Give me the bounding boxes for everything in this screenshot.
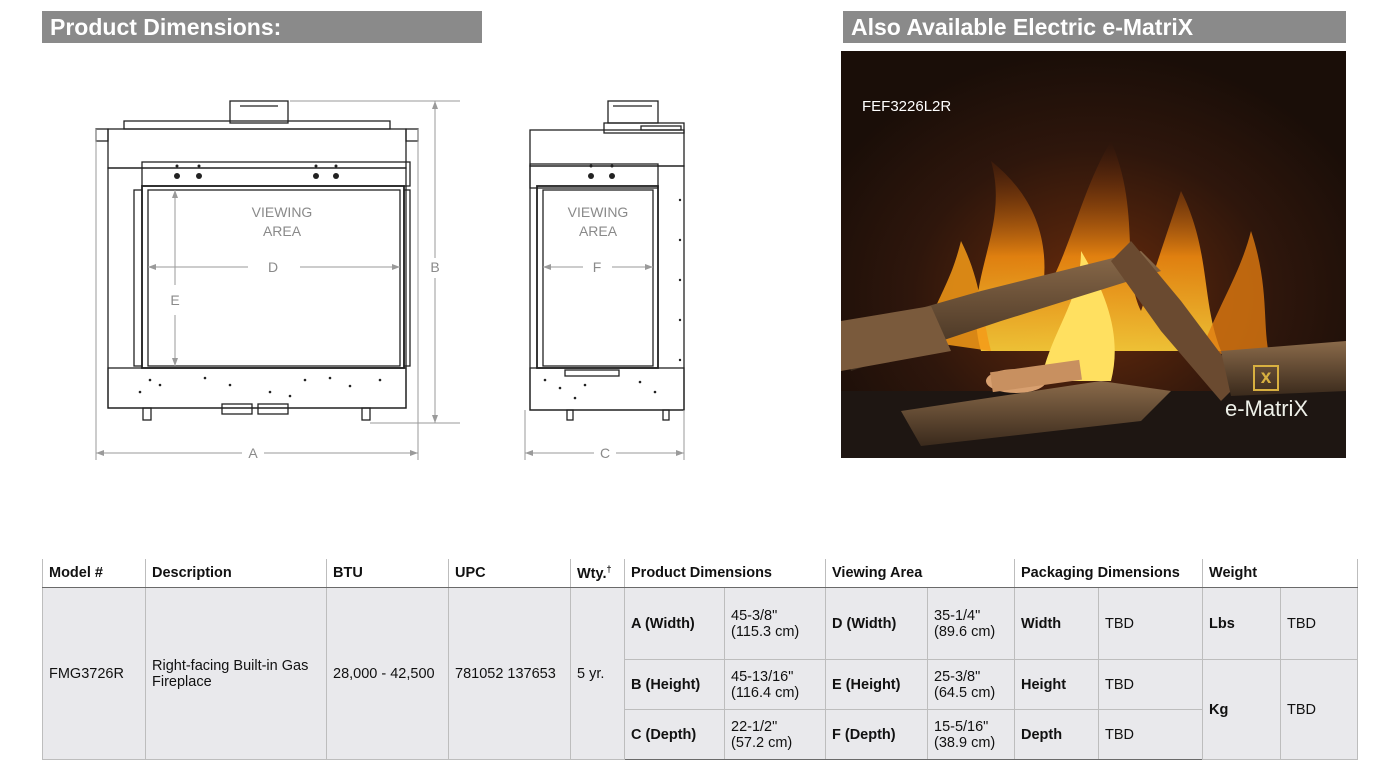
weight-value-kg: TBD	[1281, 660, 1358, 760]
weight-label-kg: Kg	[1203, 660, 1281, 760]
dimension-label-b: B	[430, 259, 440, 275]
dim-label-c: C (Depth)	[625, 710, 725, 760]
pack-label-width: Width	[1015, 588, 1099, 660]
dimension-drawing	[0, 0, 800, 480]
front-viewing-area-line1: VIEWING	[251, 204, 313, 220]
electric-fireplace-photo	[841, 51, 1346, 458]
pack-label-height: Height	[1015, 660, 1099, 710]
dim-value-a: 45-3/8" (115.3 cm)	[725, 588, 826, 660]
view-label-e: E (Height)	[826, 660, 928, 710]
spec-table	[42, 559, 1358, 760]
side-viewing-area-line2: AREA	[578, 223, 618, 239]
header-warranty: Wty.†	[571, 559, 625, 588]
cell-description: Right-facing Built-in Gas Fireplace	[146, 588, 327, 760]
view-label-f: F (Depth)	[826, 710, 928, 760]
electric-alternative-header: Also Available Electric e-MatriX	[843, 11, 1346, 43]
weight-value-lbs: TBD	[1281, 588, 1358, 660]
view-value-e: 25-3/8" (64.5 cm)	[928, 660, 1015, 710]
dim-label-a: A (Width)	[625, 588, 725, 660]
front-viewing-area-line2: AREA	[262, 223, 302, 239]
cell-btu: 28,000 - 42,500	[327, 588, 449, 760]
dim-value-c: 22-1/2" (57.2 cm)	[725, 710, 826, 760]
warranty-mark: †	[606, 564, 612, 575]
view-value-f: 15-5/16" (38.9 cm)	[928, 710, 1015, 760]
header-viewing-area: Viewing Area	[826, 559, 1015, 588]
header-btu: BTU	[327, 559, 449, 588]
dim-label-b: B (Height)	[625, 660, 725, 710]
header-product-dimensions: Product Dimensions	[625, 559, 826, 588]
pack-value-height: TBD	[1099, 660, 1203, 710]
side-viewing-area-line1: VIEWING	[567, 204, 629, 220]
view-value-d: 35-1/4" (89.6 cm)	[928, 588, 1015, 660]
dim-value-b: 45-13/16" (116.4 cm)	[725, 660, 826, 710]
dimension-label-a: A	[248, 445, 258, 461]
dimension-label-f: F	[592, 259, 602, 275]
header-weight: Weight	[1203, 559, 1358, 588]
ematrix-logo-text: e-MatriX	[1225, 396, 1309, 421]
dimension-label-d: D	[267, 259, 279, 275]
header-upc: UPC	[449, 559, 571, 588]
cell-model: FMG3726R	[43, 588, 146, 760]
dimension-label-c: C	[599, 445, 611, 461]
header-model: Model #	[43, 559, 146, 588]
cell-upc: 781052 137653	[449, 588, 571, 760]
pack-value-depth: TBD	[1099, 710, 1203, 760]
dimension-label-e: E	[170, 292, 180, 308]
pack-label-depth: Depth	[1015, 710, 1099, 760]
cell-warranty: 5 yr.	[571, 588, 625, 760]
view-label-d: D (Width)	[826, 588, 928, 660]
header-packaging-dimensions: Packaging Dimensions	[1015, 559, 1203, 588]
pack-value-width: TBD	[1099, 588, 1203, 660]
photo-model-tag: FEF3226L2R	[862, 98, 952, 115]
ematrix-logo-icon: x	[1253, 365, 1279, 391]
weight-label-lbs: Lbs	[1203, 588, 1281, 660]
header-description: Description	[146, 559, 327, 588]
product-dimensions-header: Product Dimensions:	[42, 11, 482, 43]
